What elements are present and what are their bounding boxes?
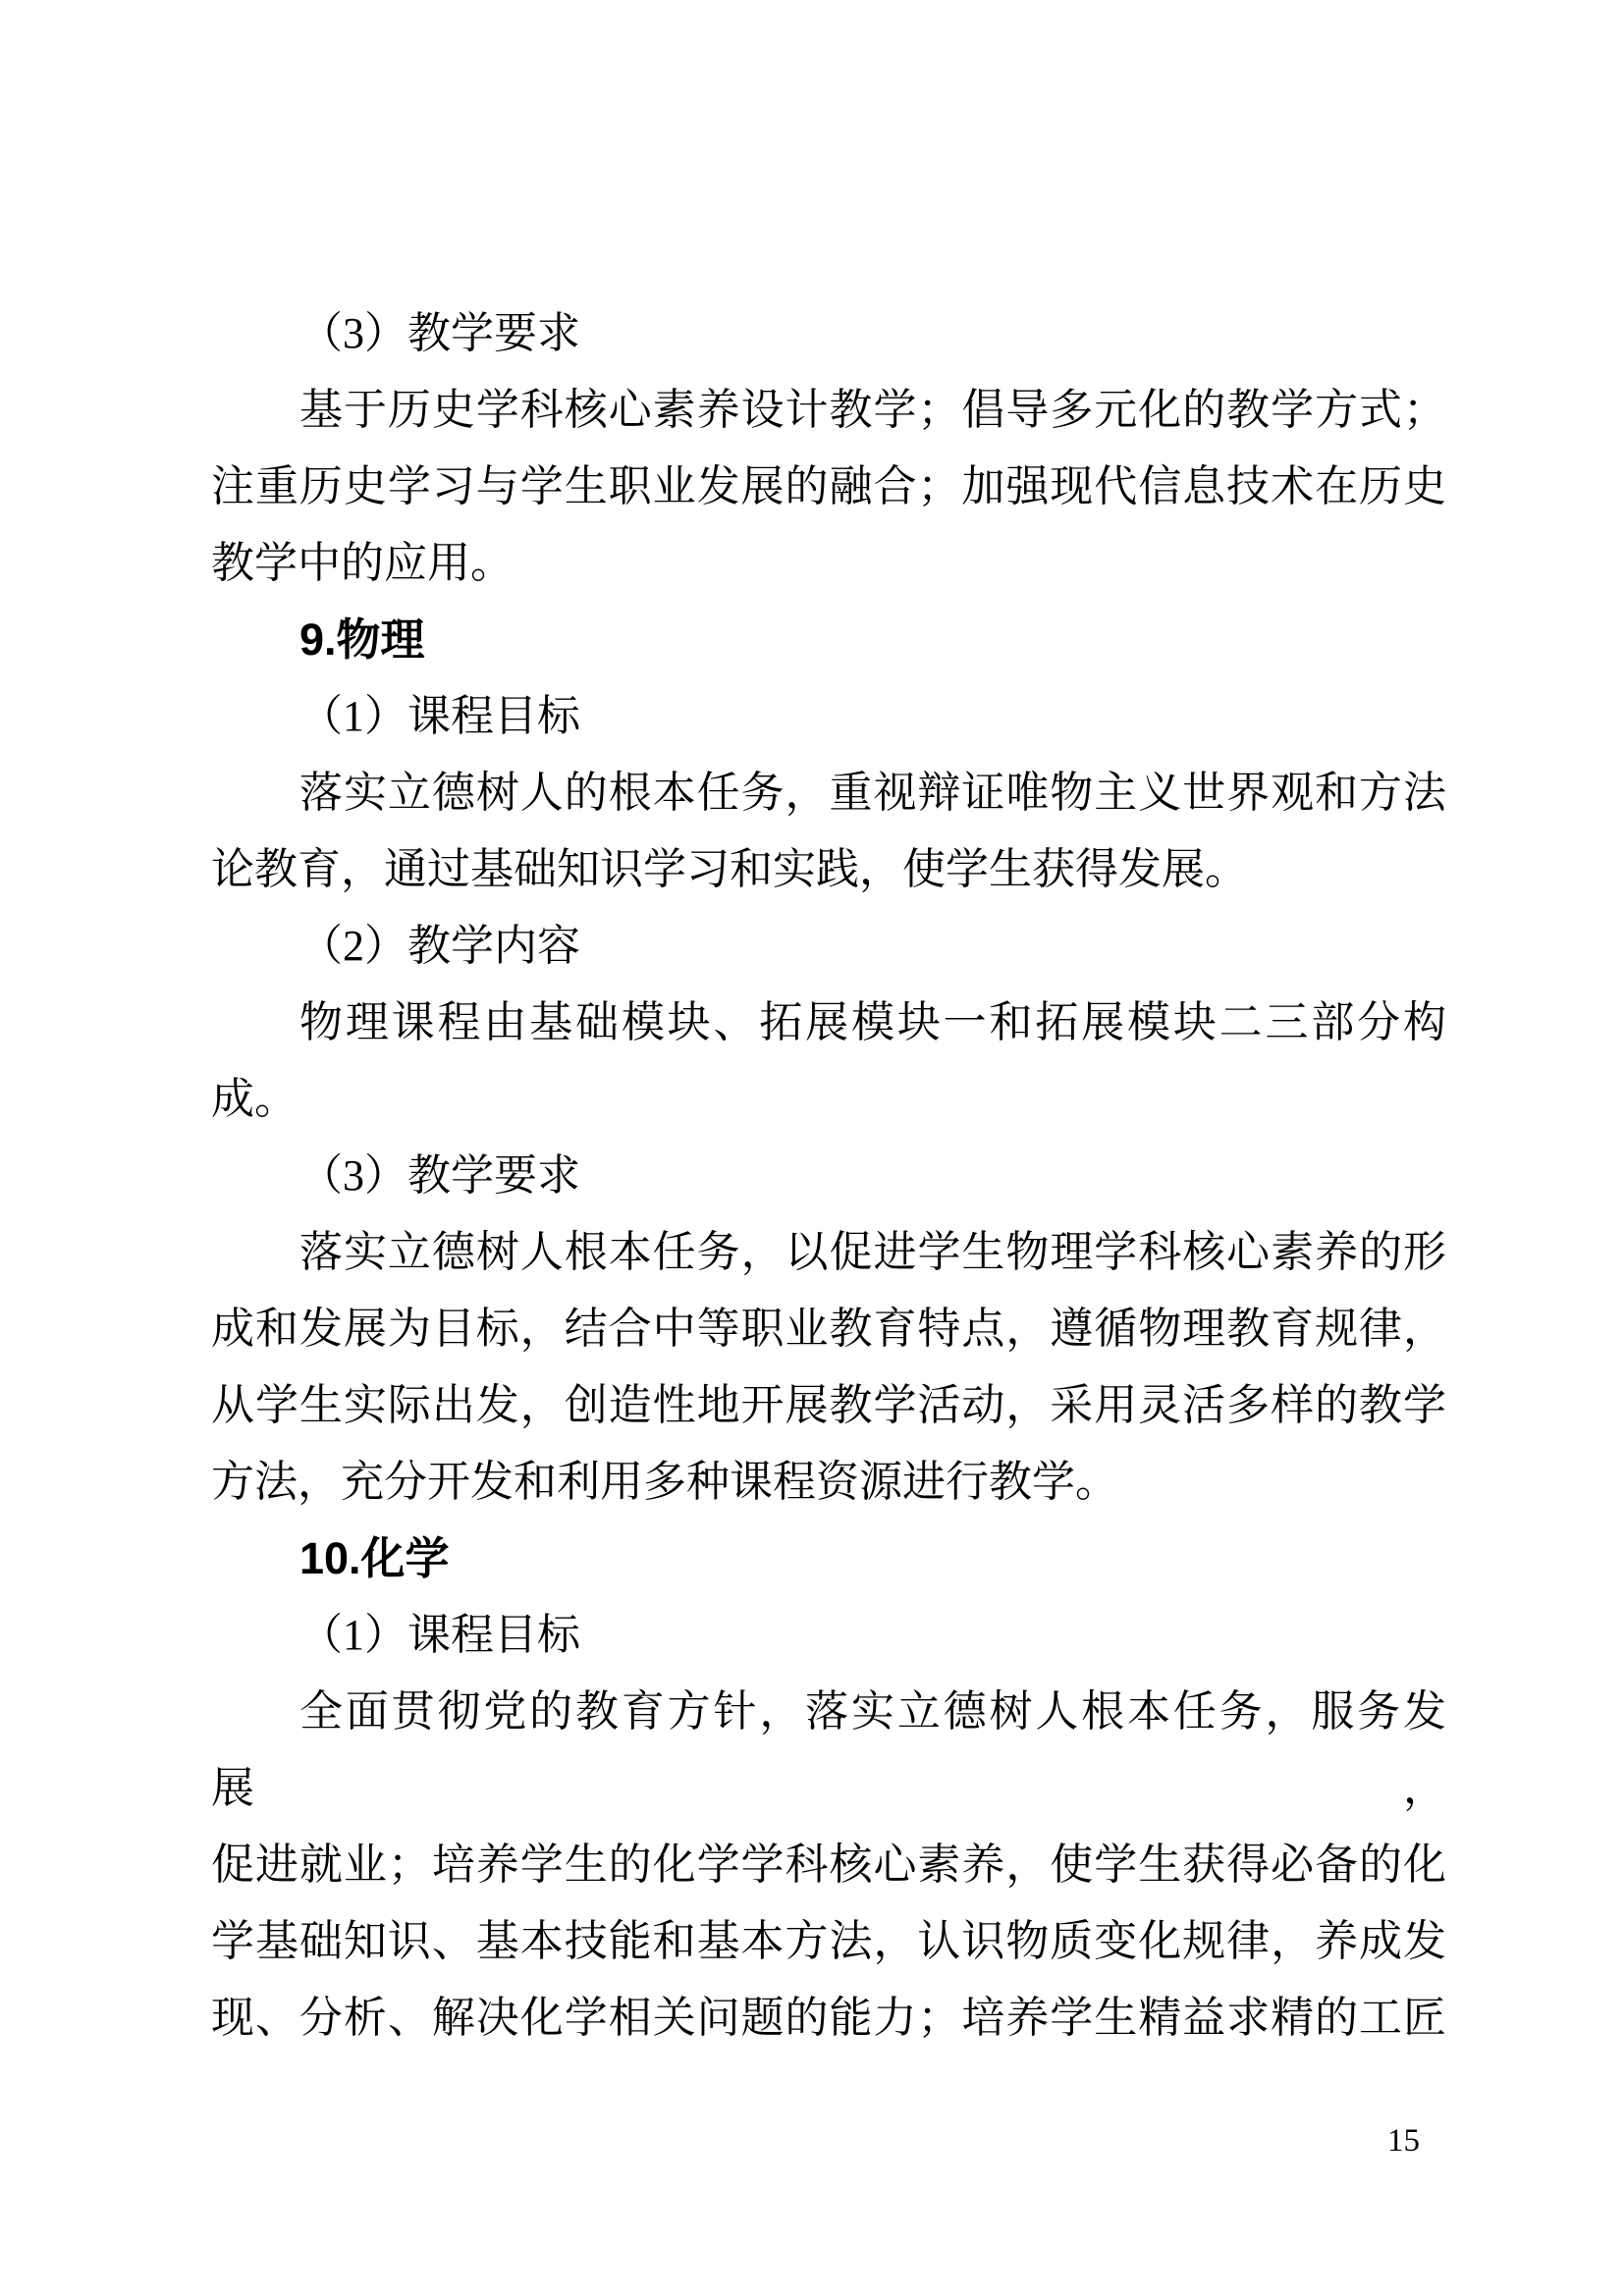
body-text-line: 论教育，通过基础知识学习和实践，使学生获得发展。 <box>211 845 1248 893</box>
body-text-line: 落实立德树人根本任务，以促进学生物理学科核心素养的形 <box>299 1228 1446 1276</box>
sub-heading: （3）教学要求 <box>299 1151 580 1200</box>
body-text-line: 注重历史学习与学生职业发展的融合；加强现代信息技术在历史 <box>211 462 1446 510</box>
sub-heading: （2）教学内容 <box>299 922 580 970</box>
body-text-line: 促进就业；培养学生的化学学科核心素养，使学生获得必备的化 <box>211 1841 1446 1889</box>
document-body <box>211 295 1446 2056</box>
sub-heading: （3）教学要求 <box>299 309 580 357</box>
section-heading: 10.化学 <box>299 1533 450 1583</box>
body-text-line: 全面贯彻党的教育方针，落实立德树人根本任务，服务发展， <box>211 1687 1446 1812</box>
body-text-line: 方法，充分开发和利用多种课程资源进行教学。 <box>211 1458 1118 1506</box>
body-text-line: 学基础知识、基本技能和基本方法，认识物质变化规律，养成发 <box>211 1917 1446 1965</box>
body-text-line: 基于历史学科核心素养设计教学；倡导多元化的教学方式； <box>299 386 1446 434</box>
section-heading: 9.物理 <box>299 614 425 665</box>
body-text-line: 物理课程由基础模块、拓展模块一和拓展模块二三部分构 <box>299 998 1446 1046</box>
body-text-line: 从学生实际出发，创造性地开展教学活动，采用灵活多样的教学 <box>211 1381 1446 1429</box>
body-text-line: 落实立德树人的根本任务，重视辩证唯物主义世界观和方法 <box>299 769 1446 817</box>
body-text-line: 成。 <box>211 1075 298 1123</box>
sub-heading: （1）课程目标 <box>299 1611 580 1659</box>
body-text-line: 成和发展为目标，结合中等职业教育特点，遵循物理教育规律， <box>211 1305 1446 1353</box>
sub-heading: （1）课程目标 <box>299 692 580 740</box>
page-number: 15 <box>1387 2123 1420 2159</box>
body-text-line: 现、分析、解决化学相关问题的能力；培养学生精益求精的工匠 <box>211 1994 1446 2042</box>
body-text-line: 教学中的应用。 <box>211 539 514 587</box>
